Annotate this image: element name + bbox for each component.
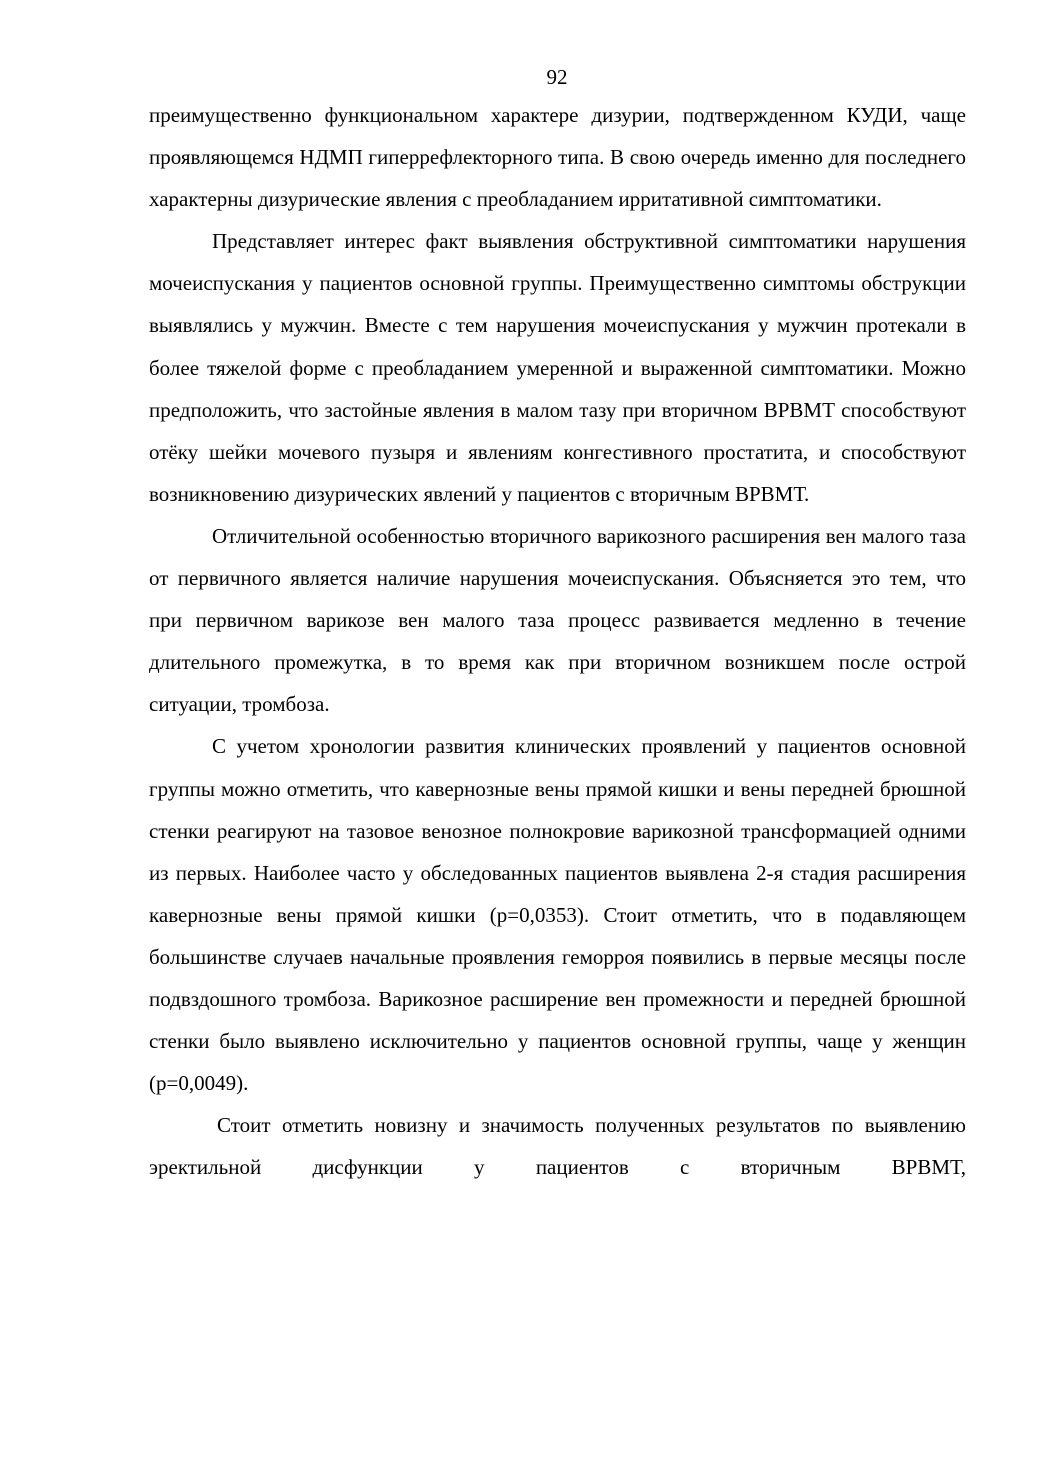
page-number: 92 — [546, 65, 568, 89]
paragraph-3: Отличительной особенностью вторичного варикозного расширения вен малого таза от первичного является наличие нарушения мочеиспускания. Объясняется это тем, что при первичном варикозе вен малого таза процесс развивается медленно в течение длительного промежутка, в то время как при вторичном возникшем после острой ситуации, тромбоза. — [149, 523, 966, 717]
paragraph-5: Стоит отметить новизну и значимость полученных результатов по выявлению эректильной дисфункции у пациентов с вторичным ВРВМТ, — [149, 1113, 966, 1180]
paragraph-2: Представляет интерес факт выявления обструктивной симптоматики нарушения мочеиспускания у пациентов основной группы. Преимущественно симптомы обструкции выявлялись у мужчин. Вместе с тем нарушения мочеиспускания у мужчин протекали в более тяжелой форме с преобладанием умеренной и выраженной симптоматики. Можно предположить, что застойные явления в малом тазу при вторичном ВРВМТ способствуют отёку шейки мочевого пузыря и явлениям конгестивного простатита, и способствуют возникновению дизурических явлений у пациентов с вторичным ВРВМТ. — [149, 229, 966, 506]
paragraph-4: С учетом хронологии развития клинических проявлений у пациентов основной группы можно отметить, что кавернозные вены прямой кишки и вены передней брюшной стенки реагируют на тазовое венозное полнокровие варикозной трансформацией одними из первых. Наиболее часто у обследованных пациентов выявлена 2-я стадия расширения кавернозные вены прямой кишки (p=0,0353). Стоит отметить, что в подавляющем большинстве случаев начальные проявления геморроя появились в первые месяцы после подвздошного тромбоза. Варикозное расширение вен промежности и передней брюшной стенки было выявлено исключительно у пациентов основной группы, чаще у женщин (p=0,0049). — [149, 734, 966, 1096]
document-body — [149, 94, 966, 1188]
paragraph-1: преимущественно функциональном характере дизурии, подтвержденном КУДИ, чаще проявляющемся НДМП гиперрефлекторного типа. В свою очередь именно для последнего характерны дизурические явления с преобладанием ирритативной симптоматики. — [149, 103, 966, 212]
